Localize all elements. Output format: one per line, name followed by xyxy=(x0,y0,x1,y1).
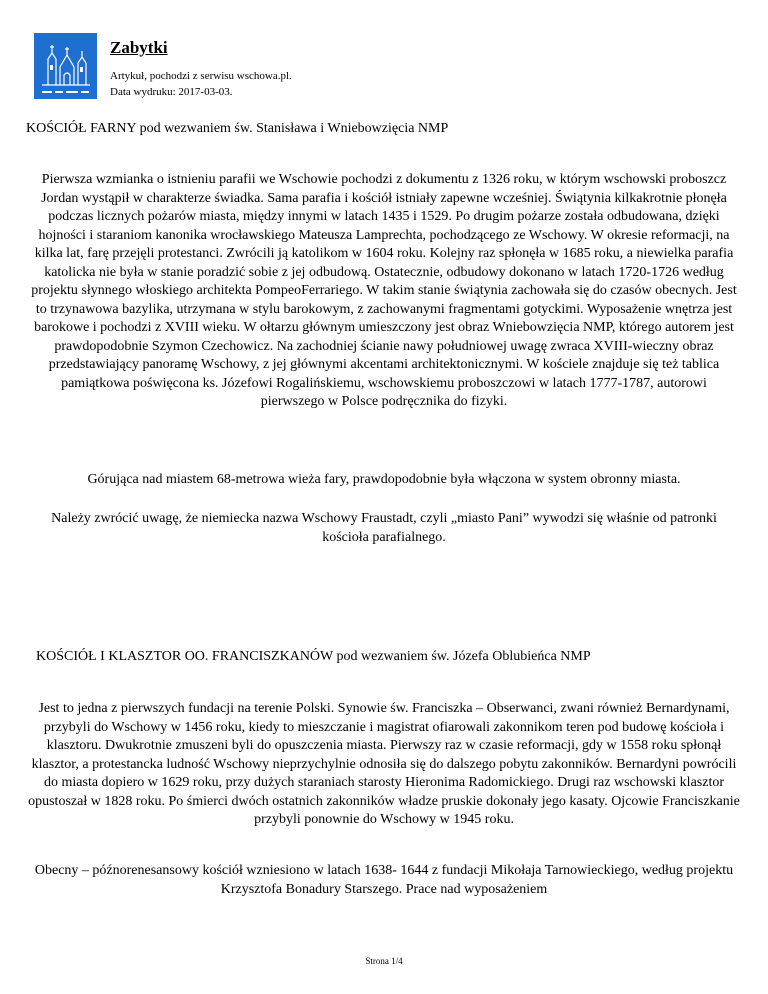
source-line: Artykuł, pochodzi z serwisu wschowa.pl. xyxy=(110,70,292,82)
paragraph: Jest to jedna z pierwszych fundacji na terenie Polski. Synowie św. Franciszka – Obserwanci, zwani również Bernardynami, przybyli do Wschowy w 1456 roku, kiedy to mieszczanie i magistrat ofiarowali zakonnikom teren pod budowę kościoła i klasztoru. Dwukrotnie zmuszeni byli do opuszczenia miasta. Pierwszy raz w czasie reformacji, gdy w 1558 roku spłonął klasztor, a protestancka ludność Wschowy nieprzychylnie odnosiła się do dalszego pobytu zakonników. Bernardyni powrócili do miasta dopiero w 1629 roku, przy dużych staraniach starosty Hieronima Radomickiego. Drugi raz wschowski klasztor opustoszał w 1828 roku. Po śmierci dwóch ostatnich zakonników władze pruskie dokonały jego kasaty. Ojcowie Franciszkanie przybyli ponownie do Wschowy w 1945 roku. xyxy=(28,701,740,827)
site-logo xyxy=(34,33,97,99)
church-logo-icon xyxy=(34,33,97,99)
section-heading-fara: KOŚCIÓŁ FARNY pod wezwaniem św. Stanisława i Wniebowzięcia NMP xyxy=(26,121,449,136)
paragraph: Należy zwrócić uwagę, że niemiecka nazwa Wschowy Fraustadt, czyli „miasto Pani” wywodzi się właśnie od patronki kościoła parafialnego. xyxy=(51,511,717,545)
paragraph: Górująca nad miastem 68-metrowa wieża fary, prawdopodobnie była włączona w system obronny miasta. xyxy=(87,472,681,487)
paragraph: Obecny – późnorenesansowy kościół wzniesiono w latach 1638- 1644 z fundacji Mikołaja Tarnowieckiego, według projektu Krzysztofa Bonadury Starszego. Prace nad wyposażeniem xyxy=(34,863,734,897)
site-title[interactable]: Zabytki xyxy=(110,38,168,57)
page-number: Strona 1/4 xyxy=(365,956,403,966)
paragraph: Pierwsza wzmianka o istnieniu parafii we Wschowie pochodzi z dokumentu z 1326 roku, w którym wschowski proboszcz Jordan wystąpił w charakterze świadka. Sama parafia i kościół istniały zapewne wcześniej. Świątynia kilkakrotnie płonęła podczas licznych pożarów miasta, między innymi w latach 1435 i 1529. Po drugim pożarze została odbudowana, dzięki hojności i staraniom kanonika wrocławskiego Mateusza Lamprechta, pochodzącego ze Wschowy. W okresie reformacji, na kilka lat, farę przejęli protestanci. Zwrócili ją katolikom w 1604 roku. Kolejny raz spłonęła w 1685 roku, a niewielka parafia katolicka nie była w stanie poradzić sobie z jej odbudową. Ostatecznie, odbudowy dokonano w latach 1720-1726 według projektu słynnego włoskiego architekta PompeoFerrariego. W takim stanie świątynia zachowała się do czasów obecnych. Jest to trzynawowa bazylika, utrzymana w stylu barokowym, z zachowanymi fragmentami gotyckimi. Wyposażenie wnętrza jest barokowe i pochodzi z XVIII wieku. W ołtarzu głównym umieszczony jest obraz Wniebowzięcia NMP, którego autorem jest prawdopodobnie Szymon Czechowicz. Na zachodniej ścianie nawy południowej uwagę zwraca XVIII-wieczny obraz przedstawiający panoramę Wschowy, z jej głównymi akcentami architektonicznymi. W kościele znajduje się też tablica pamiątkowa poświęcona ks. Józefowi Rogalińskiemu, wschowskiemu proboszczowi w latach 1777-1787, autorowi pierwszego w Polsce podręcznika do fizyki. xyxy=(31,172,737,409)
print-date: Data wydruku: 2017-03-03. xyxy=(110,86,233,98)
section-heading-franciszkanie: KOŚCIÓŁ I KLASZTOR OO. FRANCISZKANÓW pod wezwaniem św. Józefa Oblubieńca NMP xyxy=(36,649,591,664)
